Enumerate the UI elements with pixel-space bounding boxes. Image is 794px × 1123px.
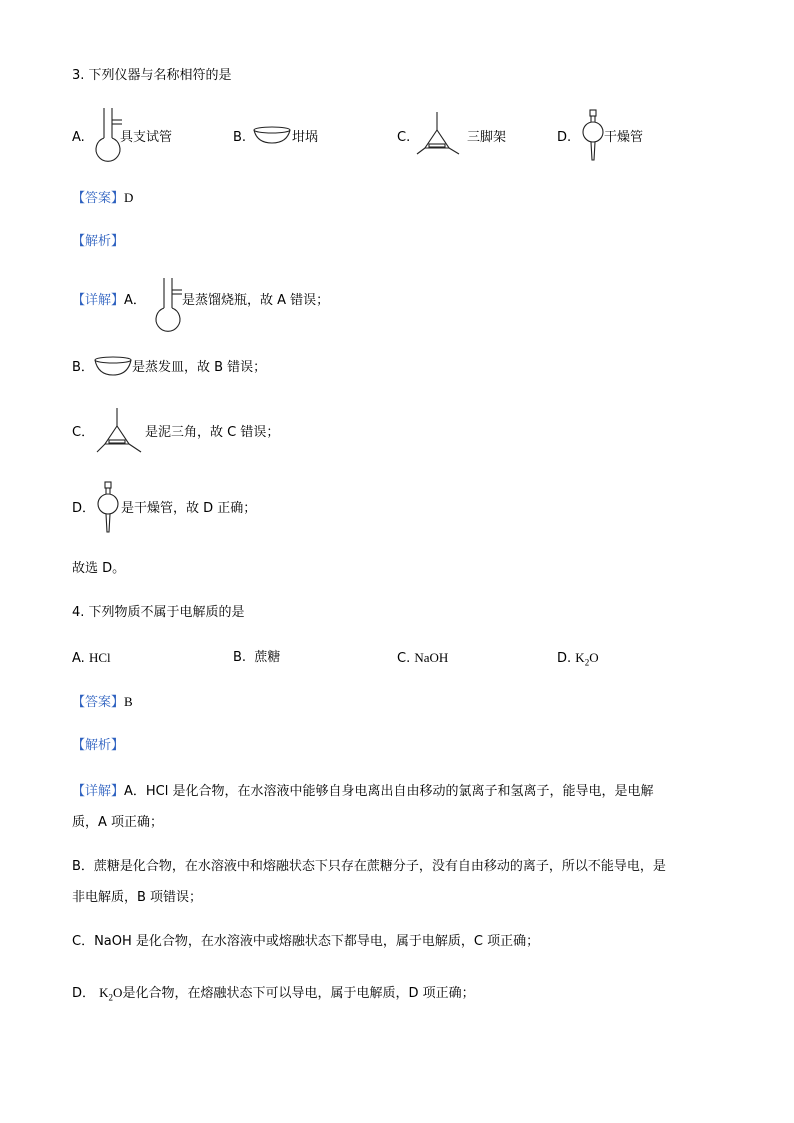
- detail-tag: 【详解】: [72, 293, 125, 308]
- q4-answer: [72, 694, 133, 711]
- q3-option-a-name: 具支试管: [120, 130, 173, 145]
- q4-option-b: [233, 650, 280, 666]
- formula: [99, 985, 123, 1003]
- formula-o: O: [589, 650, 599, 665]
- q4-detail-b-line2: 非电解质，B 项错误；: [72, 890, 203, 905]
- q3-option-d-name: 干燥管: [604, 130, 644, 145]
- q3-detail-c-text: 是泥三角，故 C 错误；: [145, 425, 280, 440]
- answer-tag: 【答案】: [72, 191, 125, 206]
- q3-detail-a: [72, 293, 146, 309]
- evaporating-dish-icon: [253, 127, 293, 147]
- q3-answer: [72, 190, 133, 207]
- q3-option-b-name: 坩埚: [292, 130, 319, 145]
- q3-option-d-letter: D.: [557, 130, 572, 145]
- q4-detail-a-line2: 质，A 项正确；: [72, 815, 164, 830]
- q4-option-a: [72, 650, 111, 667]
- option-name: HCl: [88, 650, 111, 665]
- flask-with-side-arm-icon: [150, 276, 186, 332]
- detail-prefix: D．: [72, 986, 96, 1001]
- q4-stem: 4. 下列物质不属于电解质的是: [72, 605, 245, 620]
- formula-subscript: 2: [584, 657, 590, 668]
- answer-tag: 【答案】: [72, 695, 125, 710]
- option-letter: B.: [233, 650, 247, 665]
- q4-option-c: [397, 650, 448, 667]
- q4-detail-b-line1: B．蔗糖是化合物，在水溶液中和熔融状态下只存在蔗糖分子，没有自由移动的离子，所以不能导电，是: [72, 859, 666, 874]
- q3-analysis-tag: 【解析】: [72, 234, 125, 249]
- option-letter: D.: [557, 651, 572, 666]
- q3-detail-d-prefix: D．: [72, 501, 96, 516]
- option-letter: C.: [397, 651, 411, 666]
- q4-detail-a-line1: [72, 784, 654, 800]
- q4-option-d: [557, 650, 599, 671]
- formula-subscript: 2: [108, 992, 114, 1003]
- evaporating-dish-icon: [94, 357, 134, 379]
- q3-detail-d-text: 是干燥管，故 D 正确；: [121, 501, 257, 516]
- detail-prefix: A．: [124, 293, 146, 308]
- option-name: [575, 650, 599, 668]
- clay-triangle-icon: [95, 406, 145, 456]
- detail-text: A．HCl 是化合物，在水溶液中能够自身电离出自由移动的氯离子和氢离子，能导电，是电解: [124, 784, 654, 799]
- clay-triangle-icon: [415, 110, 465, 160]
- q3-option-a-letter: A.: [72, 130, 85, 145]
- q3-conclusion: 故选 D。: [72, 561, 126, 576]
- option-letter: A.: [72, 651, 85, 666]
- option-name: NaOH: [414, 650, 449, 665]
- q3-detail-b-prefix: B．: [72, 360, 94, 375]
- answer-value: B: [124, 694, 133, 709]
- answer-value: D: [124, 190, 134, 205]
- detail-tag: 【详解】: [72, 784, 125, 799]
- formula-o: O: [113, 985, 123, 1000]
- option-name: 蔗糖: [254, 650, 281, 665]
- q3-option-b-letter: B.: [233, 130, 247, 145]
- q4-detail-d: [72, 985, 475, 1006]
- q3-option-c-name: 三脚架: [467, 130, 507, 145]
- q3-detail-b-text: 是蒸发皿，故 B 错误；: [132, 360, 267, 375]
- formula-k: K: [575, 650, 585, 665]
- q3-detail-a-text: 是蒸馏烧瓶，故 A 错误；: [182, 293, 330, 308]
- q4-detail-c: C．NaOH 是化合物，在水溶液中或熔融状态下都导电，属于电解质，C 项正确；: [72, 934, 540, 949]
- q3-stem: 3. 下列仪器与名称相符的是: [72, 68, 232, 83]
- q4-analysis-tag: 【解析】: [72, 738, 125, 753]
- detail-text: 是化合物，在熔融状态下可以导电，属于电解质，D 项正确；: [122, 986, 475, 1001]
- q3-option-c-letter: C.: [397, 130, 411, 145]
- formula-k: K: [99, 985, 109, 1000]
- q3-detail-c-prefix: C．: [72, 425, 95, 440]
